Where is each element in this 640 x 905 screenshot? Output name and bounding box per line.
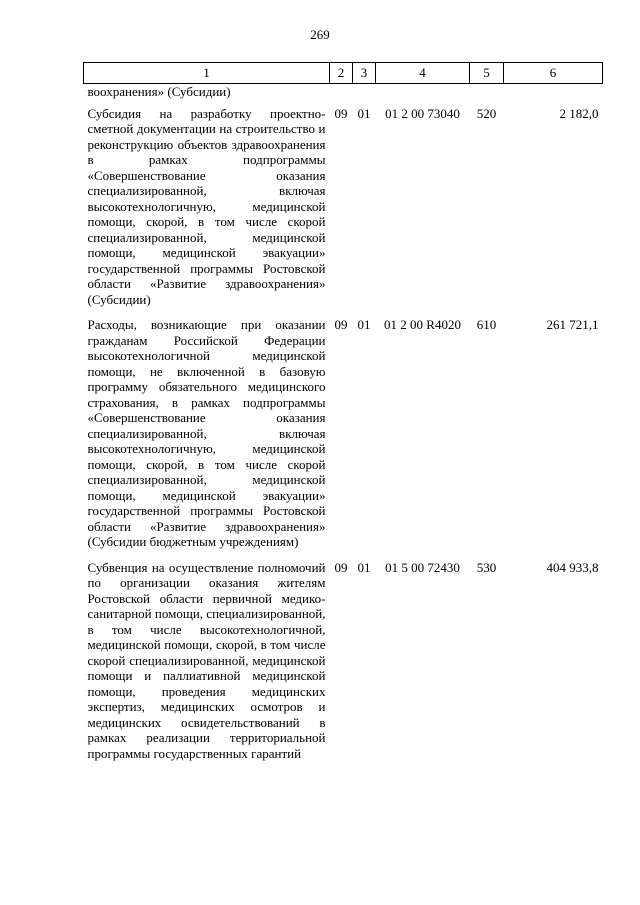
row-pr: 01: [357, 105, 371, 121]
header-col-6: 6: [504, 63, 603, 84]
budget-table: [83, 62, 603, 768]
row-description: Расходы, возникающие при оказании гражданам Российской Федерации высокотехнологичной медицинской помощи, не включенной в базовую программу обязательного медицинского страхования, в рамках подпрограммы «Совершенствование оказания специализированной, включая высокотехнологичную, медицинской помощи, скорой, в том числе скорой специализированной, медицинской помощи, медицинской эвакуации» государственной программы Ростовской области «Развитие здравоохранения» (Субсидии бюджетным учреждениям): [87, 317, 326, 549]
row-description: Субсидия на разработку проектно-сметной документации на строительство и реконструкцию объектов здравоохранения в рамках подпрограммы «Совершенствование оказания специализированной, включая высокотехнологичную, медицинской помощи, скорой, в том числе скорой специализированной, медицинской помощи, медицинской эвакуации» государственной программы Ростовской области «Развитие здравоохранения» (Субсидии): [87, 105, 326, 307]
row-rz: 09: [334, 559, 348, 575]
continued-text: воохранения» (Субсидии): [87, 84, 231, 99]
header-col-5: 5: [470, 63, 504, 84]
row-vr: 520: [476, 105, 497, 121]
row-pr: 01: [357, 317, 371, 332]
row-vr: 610: [476, 317, 497, 332]
header-col-2: 2: [330, 63, 353, 84]
row-csr: 01 2 00 73040: [385, 105, 460, 121]
continued-row: [84, 84, 603, 103]
header-col-4: 4: [376, 63, 470, 84]
row-rz: 09: [334, 105, 348, 121]
header-row: [84, 63, 603, 84]
table-row: [84, 557, 603, 769]
row-csr: 01 5 00 72430: [385, 559, 460, 575]
row-amount: 404 933,8: [546, 559, 599, 575]
row-pr: 01: [357, 559, 371, 575]
header-col-1: 1: [84, 63, 330, 84]
table-row: [84, 103, 603, 315]
row-amount: 261 721,1: [546, 317, 599, 332]
row-rz: 09: [334, 317, 348, 332]
table-row: [84, 314, 603, 557]
row-csr: 01 2 00 R4020: [384, 317, 461, 332]
page-number: 269: [310, 27, 330, 42]
header-col-3: 3: [353, 63, 376, 84]
row-description: Субвенция на осуществление полномочий по организации оказания жителям Ростовской области первичной медико-санитарной помощи, специализированной, в том числе высокотехнологичной, медицинской помощи, скорой, в том числе скорой специализированной, медицинской помощи и паллиативной медицинской помощи, проведения медицинских экспертиз, медицинских осмотров и медицинских освидетельствований в рамках реализации территориальной программы государственных гарантий: [87, 559, 326, 761]
row-amount: 2 182,0: [559, 105, 599, 121]
row-vr: 530: [476, 559, 497, 575]
